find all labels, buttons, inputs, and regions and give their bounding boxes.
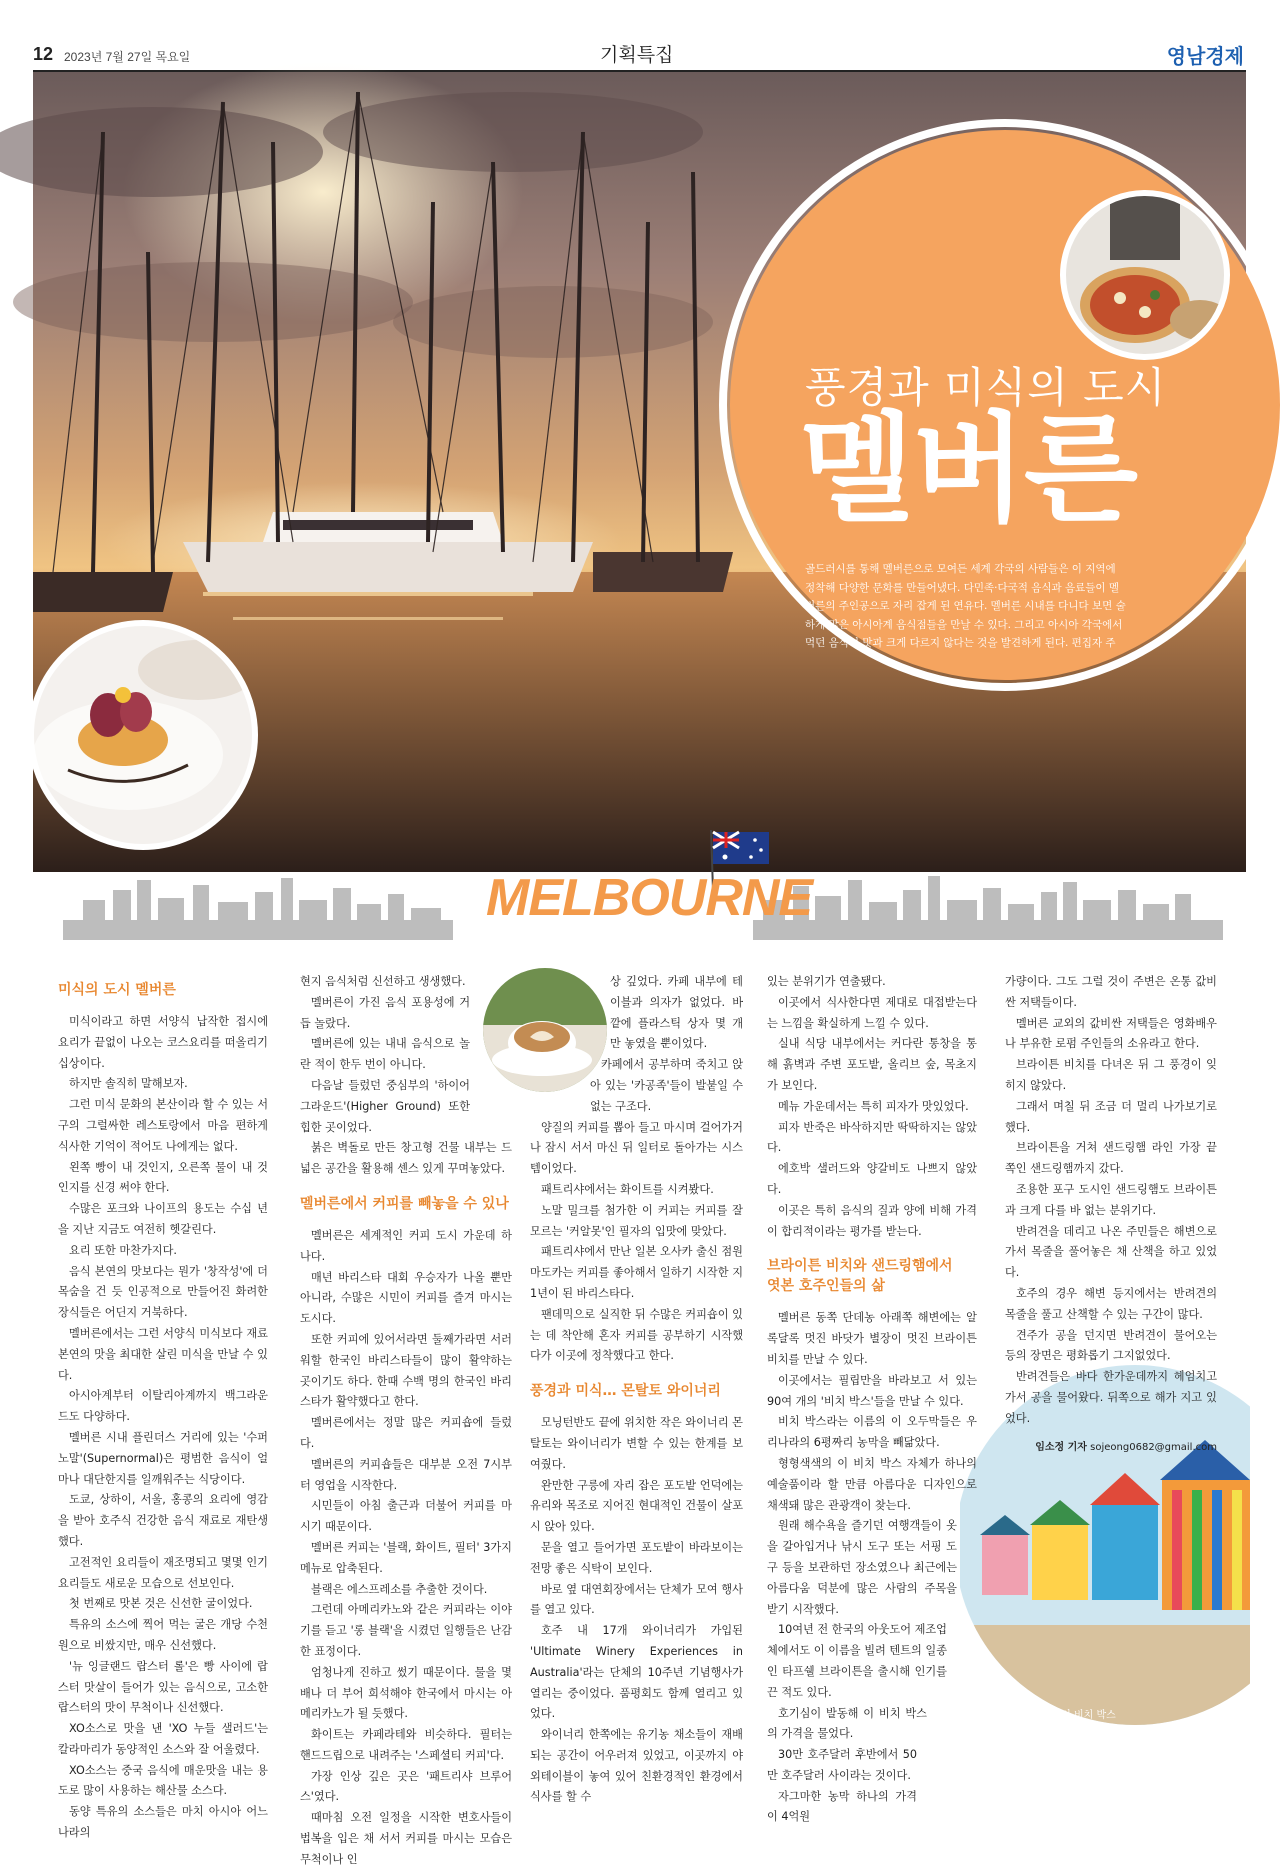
paragraph: '뉴 잉글랜드 랍스터 롤'은 빵 사이에 랍스터 맛살이 들어가 있는 음식으로, 고소한 랍스터의 맛이 무척이나 신선했다. — [58, 1659, 268, 1715]
subheading: 미식의 도시 멜버른 — [58, 982, 176, 998]
paragraph: 호주 내 17개 와이너리가 가입된 'Ultimate Winery Experiences in Australia'라는 단체의 10주년 기념행사가 열리는 중이었다. 품평회도 함께 열리고 있었다. — [530, 1624, 743, 1721]
paragraph: 반려견들은 바다 한가운데까지 헤엄치고 가서 공을 물어왔다. 뒤쪽으로 해가 지고 있었다. — [1005, 1370, 1217, 1425]
paragraph: 멜버른에서는 그런 서양식 미식보다 재료 본연의 맛을 최대한 살린 미식을 만날 수 있다. — [58, 1326, 268, 1382]
paragraph: 이곳은 특히 음식의 질과 양에 비해 가격이 합리적이라는 평가를 받는다. — [767, 1203, 977, 1238]
paragraph: 견주가 공을 던지면 반려견이 물어오는 등의 장면은 평화롭기 그지없었다. — [1005, 1328, 1217, 1363]
paragraph: 엄청나게 진하고 썼기 때문이다. 물을 몇 배나 더 부어 희석해야 한국에서 마시는 아메리카노가 될 듯했다. — [300, 1665, 512, 1721]
paragraph: 멜버른의 커피숍들은 대부분 오전 7시부터 영업을 시작한다. — [300, 1457, 512, 1492]
paragraph: 문을 열고 들어가면 포도밭이 바라보이는 전망 좋은 식탁이 보인다. — [530, 1540, 743, 1575]
paragraph: 원래 해수욕을 즐기던 여행객들이 옷을 갈아입거나 낚시 도구 또는 서핑 도구 등을 보관하던 장소였으나 최근에는 아름다움 덕분에 많은 사람의 주목을 받기 시작했다. — [767, 1519, 957, 1616]
headline-subtitle: 풍경과 미식의 도시 — [805, 363, 1167, 412]
paragraph: 첫 번째로 맛본 것은 신선한 굴이었다. — [69, 1597, 253, 1611]
paragraph: 팬데믹으로 실직한 뒤 수많은 커피숍이 있는 데 착안해 혼자 커피를 공부하기 시작했다가 이곳에 정착했다고 한다. — [530, 1307, 743, 1363]
paragraph: 동양 특유의 소스들은 마치 아시아 어느 나라의 — [58, 1805, 268, 1840]
paragraph: 수많은 포크와 나이프의 용도는 수십 년을 지난 지금도 여전히 헷갈린다. — [58, 1202, 268, 1236]
paragraph: 피자 반죽은 바삭하지만 딱딱하지는 않았다. — [767, 1120, 977, 1155]
editor-intro: 골드러시를 통해 멜버른으로 모여든 세계 각국의 사람들은 이 지역에 정착해 다양한 문화를 만들어냈다. 다민족·다국적 음식과 음료들이 멜버른의 주인공으로 자리 잡게 된 연유다. 멜버른 시내를 다니다 보면 술하게 많은 아시아계 음식점들을 만날 수 있다. 그리고 아시아 각국에서 먹던 음식의 맛과 크게 다르지 않다는 것을 발견하게 된다. 편집자 주 — [805, 563, 1126, 649]
paragraph: 음식 본연의 맛보다는 뭔가 '창작성'에 더 목숨을 건 듯 인공적으로 만들어진 화려한 장식들은 어딘지 거북하다. — [58, 1264, 268, 1320]
subheading-line: 엿본 호주인들의 삶 — [767, 1278, 885, 1295]
paragraph: 하지만 솔직히 말해보자. — [69, 1077, 188, 1091]
paragraph: 조용한 포구 도시인 샌드링햄도 브라이튼과 크게 다를 바 없는 분위기다. — [1005, 1182, 1217, 1217]
paragraph: XO소스로 맛을 낸 'XO 누들 샐러드'는 칼라마리가 동양적인 소스와 잘 어울렸다. — [58, 1722, 268, 1756]
paragraph: 또한 커피에 있어서라면 둘째가라면 서러워할 한국인 바리스타들이 많이 활약하는 곳이기도 하다. 한때 수백 명의 한국인 바리스타가 활약했다고 한다. — [300, 1332, 512, 1409]
paragraph: 멜버른 동쪽 단데농 아래쪽 해변에는 알록달록 멋진 바닷가 별장이 멋진 브라이튼 비치를 만날 수 있다. — [767, 1311, 977, 1366]
paragraph: 와이너리 한쪽에는 유기농 채소들이 재배되는 공간이 어우러져 있었고, 이곳까지 야외테이블이 놓여 있어 친환경적인 환경에서 식사를 할 수 — [530, 1728, 743, 1804]
paragraph: 패트리샤에서는 화이트를 시켜봤다. — [541, 1182, 714, 1196]
article-column-1 — [58, 972, 268, 1844]
subheading — [767, 1256, 977, 1296]
paragraph: 실내 식당 내부에서는 커다란 통창을 통해 흙벽과 주변 포도밭, 올리브 숲, 목초지가 보인다. — [767, 1037, 977, 1092]
paragraph: 고전적인 요리들이 재조명되고 몇몇 인기 요리들도 새로운 모습으로 선보인다. — [58, 1555, 268, 1590]
paragraph: 멜버른에 있는 내내 음식으로 놀란 적이 한두 번이 아니다. — [300, 1037, 470, 1072]
paragraph: 매년 바리스타 대회 우승자가 나올 뿐만 아니라, 수많은 시민이 커피를 즐겨 마시는 도시다. — [300, 1270, 512, 1326]
melbourne-wordmark: MELBOURNE — [486, 869, 813, 927]
paragraph: 자그마한 농막 하나의 가격이 4억원 — [767, 1789, 917, 1824]
paragraph: 왼쪽 빵이 내 것인지, 오른쪽 물이 내 것인지를 신경 써야 한다. — [58, 1160, 268, 1195]
paragraph: 패트리샤에서 만난 일본 오사카 출신 점원 마도카는 커피를 좋아해서 일하기 시작한 지 1년이 된 바리스타다. — [530, 1245, 743, 1300]
paragraph: 블랙은 에스프레소를 추출한 것이다. — [311, 1582, 488, 1596]
paragraph: 그래서 며칠 뒤 조금 더 멀리 나가보기로 했다. — [1005, 1099, 1217, 1134]
subheading-line: 브라이튼 비치와 샌드링햄에서 — [767, 1258, 953, 1275]
paragraph: 상 깊었다. 카페 내부에 테이블과 의자가 없었다. 바깥에 플라스틱 상자 몇 개만 놓였을 뿐이었다. — [610, 975, 743, 1051]
paragraph: 있는 분위기가 연출됐다. — [767, 975, 886, 988]
photo-caption: 브라이튼 비치의 비치 박스 — [1000, 1710, 1116, 1721]
paragraph: 노말 밀크를 첨가한 이 커피는 커피를 잘 모르는 '커알못'인 필자의 입맛에 맞았다. — [530, 1203, 743, 1238]
article-column-2 — [300, 972, 512, 1871]
headline-title: 멜버른 — [800, 400, 1136, 538]
paragraph: 30만 호주달러 후반에서 50만 호주달러 사이라는 것이다. — [767, 1748, 917, 1782]
paragraph: 붉은 벽돌로 만든 창고형 건물 내부는 드넓은 공간을 활용해 센스 있게 꾸며놓았다. — [300, 1141, 512, 1176]
paragraph: 도쿄, 상하이, 서울, 홍콩의 요리에 영감을 받아 호주식 건강한 음식 재료로 재탄생했다. — [58, 1493, 268, 1548]
paragraph: 미식이라고 하면 서양식 납작한 접시에 요리가 끝없이 나오는 코스요리를 떠올리기 십상이다. — [58, 1015, 268, 1070]
article-column-4 — [767, 972, 977, 1828]
paragraph: 브라이튼을 거쳐 샌드링햄 라인 가장 끝 쪽인 샌드링햄까지 갔다. — [1005, 1141, 1217, 1176]
page-number: 12 — [33, 44, 54, 64]
paragraph: 호기심이 발동해 이 비치 박스의 가격을 물었다. — [767, 1706, 927, 1741]
paragraph: 완만한 구릉에 자리 잡은 포도밭 언덕에는 유리와 목조로 지어진 현대적인 건물이 살포시 앉아 있다. — [530, 1478, 743, 1534]
issue-date: 2023년 7월 27일 목요일 — [64, 50, 191, 64]
paragraph: 에호박 샐러드와 양갈비도 나쁘지 않았다. — [767, 1162, 977, 1196]
subheading: 풍경과 미식… 몬탈토 와이너리 — [530, 1383, 721, 1400]
paragraph: 멜버른이 가진 음식 포용성에 거듭 놀랐다. — [300, 995, 470, 1030]
article-column-3 — [530, 972, 743, 1808]
author-name: 임소정 기자 — [1035, 1441, 1087, 1453]
paragraph: XO소스는 중국 음식에 매운맛을 내는 용도로 많이 사용하는 해산물 소스다. — [58, 1763, 268, 1798]
article-column-5 — [1005, 972, 1217, 1458]
dessert-photo — [28, 620, 258, 850]
subheading: 멜버른에서 커피를 빼놓을 수 있나 — [300, 1195, 509, 1212]
page-header — [0, 0, 1280, 70]
paragraph: 양질의 커피를 뽑아 들고 마시며 걸어가거나 잠시 서서 마신 뒤 일터로 돌아가는 시스템이었다. — [530, 1120, 743, 1176]
paragraph: 때마침 오전 일정을 시작한 변호사들이 법복을 입은 채 서서 커피를 마시는 모습은 무척이나 인 — [300, 1811, 512, 1866]
paragraph: 가장 인상 깊은 곳은 '패트리샤 브루어스'였다. — [300, 1769, 512, 1804]
paragraph: 현지 음식처럼 신선하고 생생했다. — [300, 975, 466, 988]
paragraph: 이곳에서는 필립만을 바라보고 서 있는 90여 개의 '비치 박스'들을 만날 수 있다. — [767, 1373, 977, 1408]
paragraph: 메뉴 가운데서는 특히 피자가 맛있었다. — [778, 1099, 969, 1113]
paragraph: 다음날 들렀던 중심부의 '하이어 그라운드'(Higher Ground) 또한 힙한 곳이었다. — [300, 1078, 470, 1134]
paragraph: 모닝턴반도 끝에 위치한 작은 와이너리 몬탈토는 와이너리가 변할 수 있는 한계를 보여줬다. — [530, 1416, 743, 1471]
newspaper-logo: 영남경제 — [1166, 44, 1244, 68]
paragraph: 비치 박스라는 이름의 이 오두막들은 우리나라의 6평짜리 농막을 빼닮았다. — [767, 1415, 977, 1450]
author-email: sojeong0682@gmail.com — [1090, 1441, 1217, 1453]
paragraph: 아시아계부터 이탈리아계까지 백그라운드도 다양하다. — [58, 1389, 268, 1424]
section-title: 기획특집 — [600, 44, 674, 66]
paragraph: 반려견을 데리고 나온 주민들은 해변으로 가서 목줄을 풀어놓은 채 산책을 하고 있었다. — [1005, 1224, 1217, 1280]
paragraph: 형형색색의 이 비치 박스 자체가 하나의 예술품이라 할 만큼 아름다운 디자인으로 채색돼 많은 관광객이 찾는다. — [767, 1456, 977, 1512]
paragraph: 멜버른은 세계적인 커피 도시 가운데 하나다. — [300, 1228, 512, 1263]
paragraph: 이곳에서 식사한다면 제대로 대접받는다는 느낌을 확실하게 느낄 수 있다. — [767, 995, 977, 1030]
paragraph: 멜버른 시내 플린더스 거리에 있는 '수퍼노말'(Supernormal)은 평범한 음식이 얼마나 대단한지를 일깨워주는 식당이다. — [58, 1430, 268, 1486]
paragraph: 화이트는 카페라테와 비슷하다. 필터는 핸드드립으로 내려주는 '스페셜티 커피'다. — [300, 1728, 512, 1762]
paragraph: 브라이튼 비치를 다녀온 뒤 그 풍경이 잊히지 않았다. — [1005, 1058, 1217, 1092]
paragraph: 멜버른에서는 정말 많은 커피숍에 들렀다. — [300, 1416, 512, 1450]
paragraph: 멜버른 커피는 '블랙, 화이트, 필터' 3가지 메뉴로 압축된다. — [300, 1540, 512, 1575]
paragraph: 호주의 경우 해변 등지에서는 반려견의 목줄을 풀고 산책할 수 있는 구간이 많다. — [1005, 1286, 1217, 1321]
paragraph: 시민들이 아침 출근과 더불어 커피를 마시기 때문이다. — [300, 1499, 512, 1534]
paragraph: 멜버른 교외의 값비싼 저택들은 영화배우나 부유한 로펌 주인들의 소유라고 한다. — [1005, 1016, 1217, 1051]
paragraph: 그런 미식 문화의 본산이라 할 수 있는 서구의 그럴싸한 레스토랑에서 마음 편하게 식사한 기억이 적어도 나에게는 없다. — [58, 1098, 268, 1153]
pizza-photo — [1060, 190, 1230, 360]
paragraph: 특유의 소스에 찍어 먹는 굴은 개당 수천 원으로 비쌌지만, 매우 신선했다. — [58, 1618, 268, 1652]
byline — [1005, 1438, 1217, 1459]
paragraph: 10여년 전 한국의 아웃도어 제조업체에서도 이 이름을 빌려 텐트의 일종인 타프쉘 브라이튼을 출시해 인기를 끈 적도 있다. — [767, 1623, 947, 1699]
paragraph: 요리 또한 마찬가지다. — [69, 1243, 177, 1257]
paragraph: 바로 옆 대연회장에서는 단체가 모여 행사를 열고 있다. — [530, 1582, 743, 1617]
paragraph: 가량이다. 그도 그럴 것이 주변은 온통 값비싼 저택들이다. — [1005, 975, 1217, 1009]
paragraph: 카페에서 공부하며 죽치고 앉아 있는 '카공족'들이 발붙일 수 없는 구조다. — [590, 1058, 743, 1113]
paragraph: 그런데 아메리카노와 같은 커피라는 이야기를 듣고 '롱 블랙'을 시켰던 일행들은 난감한 표정이다. — [300, 1603, 512, 1658]
